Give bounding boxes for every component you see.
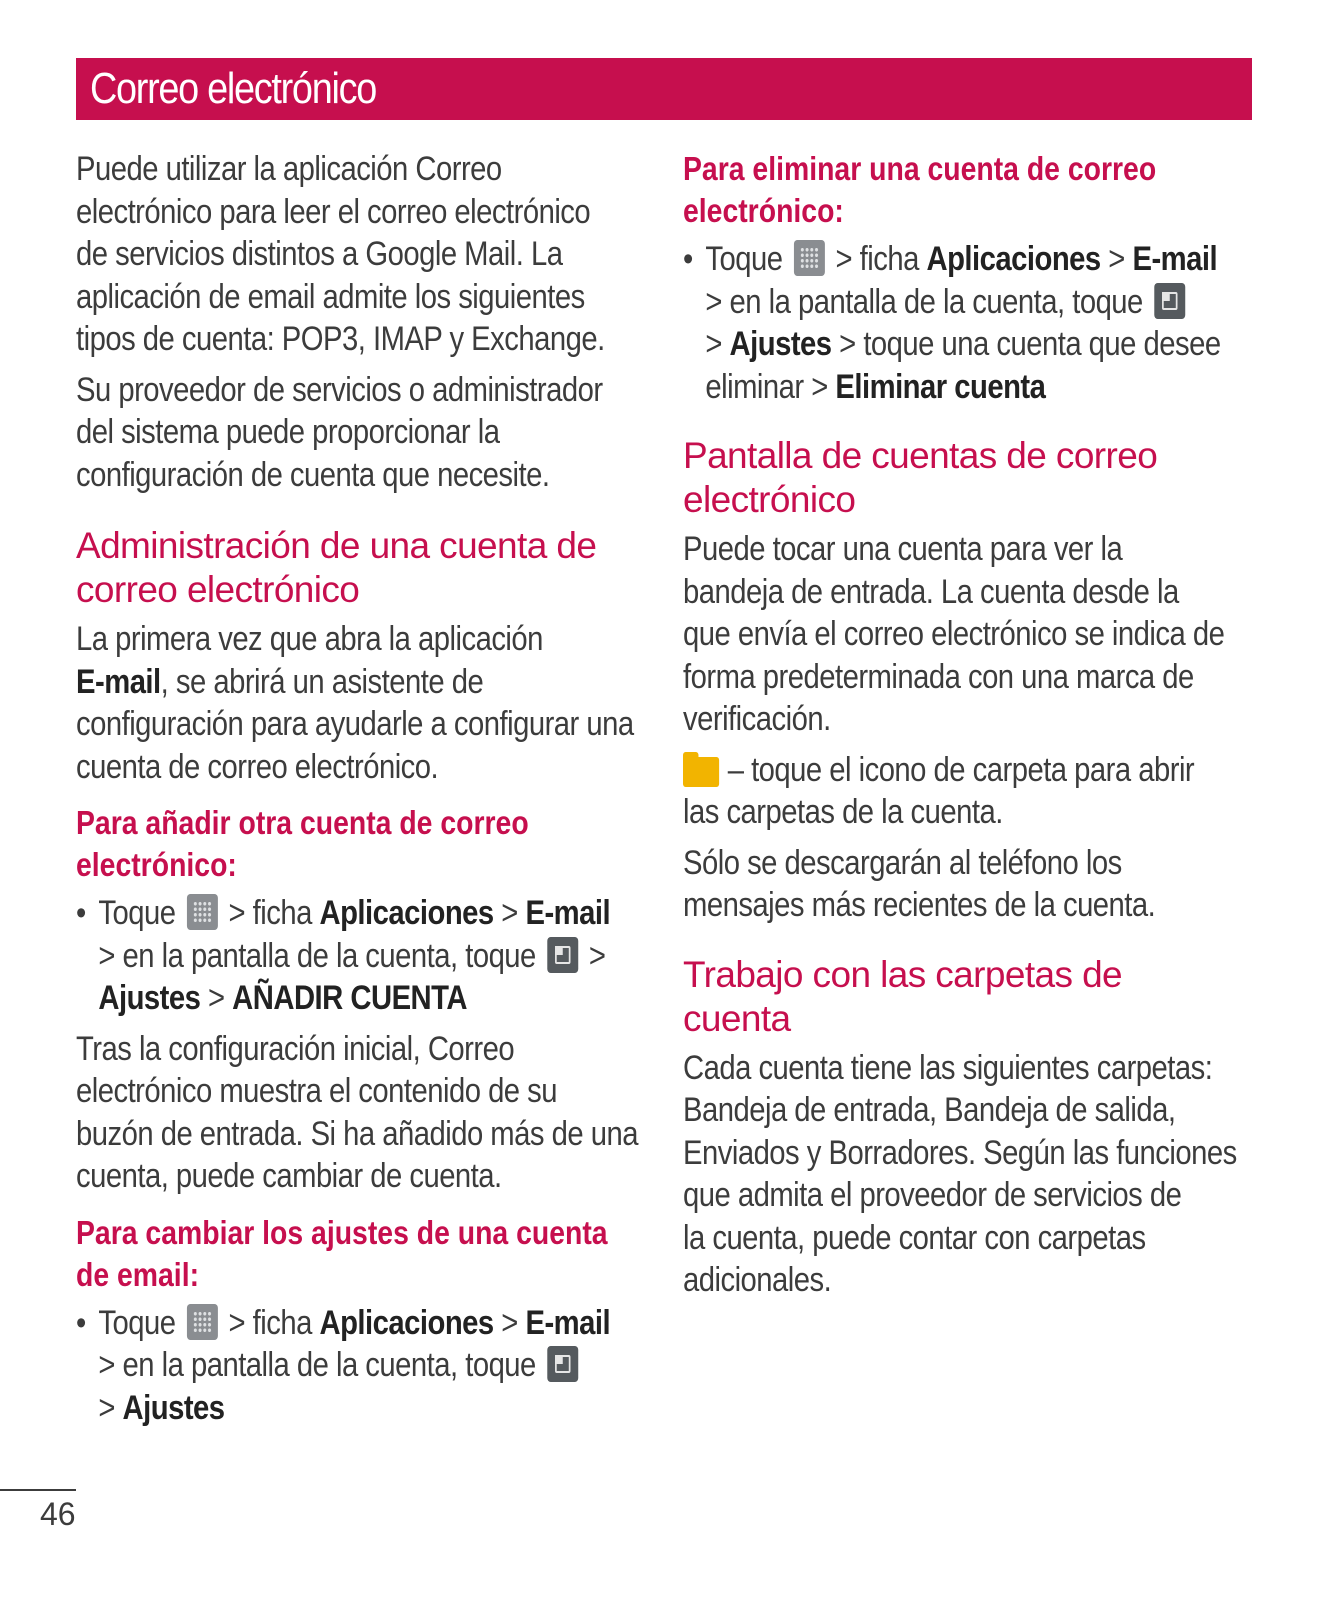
admin-heading (76, 524, 646, 612)
text-line: configuración de cuenta que necesite. (76, 455, 550, 494)
right-column (683, 148, 1258, 1310)
bullet-dot: • (76, 894, 86, 932)
folder-icon (683, 757, 719, 787)
text-line: tipos de cuenta: POP3, IMAP y Exchange. (76, 320, 605, 358)
email-app-name: E-mail (76, 662, 161, 701)
text-line: forma predeterminada con una marca de (683, 657, 1194, 696)
menu-icon (547, 1346, 578, 1382)
text-line: cuenta de correo electrónico. (76, 747, 439, 786)
step-text: > en la pantalla de la cuenta, toque (98, 1346, 544, 1384)
step-text: Toque (98, 1303, 176, 1342)
menu-icon (1154, 283, 1185, 319)
text-line: que envía el correo electrónico se indica de (683, 615, 1225, 653)
text-line: cuenta, puede cambiar de cuenta. (76, 1157, 502, 1195)
heading-line: Para eliminar una cuenta de correo (683, 150, 1157, 187)
accounts-paragraph (683, 528, 1257, 741)
text-line: bandeja de entrada. La cuenta desde la (683, 572, 1179, 611)
settings-label: Ajustes (122, 1388, 225, 1427)
step-text: > (98, 1388, 123, 1427)
text-line: de servicios distintos a Google Mail. La (76, 235, 563, 273)
text-line: configuración para ayudarle a configurar una (76, 705, 634, 743)
delete-account-label: Eliminar cuenta (835, 367, 1046, 406)
step-text: > (493, 894, 526, 932)
add-account-step (76, 892, 667, 1020)
step-text: > (493, 1303, 526, 1342)
applications-tab-label: Aplicaciones (926, 240, 1101, 278)
text-line: – toque el icono de carpeta para abrir (727, 750, 1195, 789)
bullet-dot: • (76, 1303, 86, 1342)
step-text: > ficha (827, 240, 927, 278)
text-line: La primera vez que abra la aplicación (76, 620, 543, 658)
settings-label: Ajustes (729, 325, 832, 363)
heading-line: Administración de una cuenta de (76, 525, 597, 566)
intro-paragraph (76, 148, 645, 361)
add-account-label: AÑADIR CUENTA (232, 979, 467, 1017)
applications-tab-label: Aplicaciones (319, 894, 494, 932)
admin-paragraph (76, 618, 645, 788)
text-line: que admita el proveedor de servicios de (683, 1176, 1182, 1214)
left-column (76, 148, 646, 1437)
heading-line: electrónico: (683, 192, 844, 229)
applications-tab-label: Aplicaciones (319, 1303, 494, 1342)
text-line: Sólo se descargarán al teléfono los (683, 843, 1122, 882)
footer-divider (0, 1489, 76, 1491)
heading-line: de email: (76, 1255, 200, 1293)
step-text: > ficha (220, 1303, 320, 1342)
text-line: las carpetas de la cuenta. (683, 793, 1003, 831)
heading-line: correo electrónico (76, 569, 360, 610)
text-line: Bandeja de entrada, Bandeja de salida, (683, 1091, 1176, 1129)
text-line: del sistema puede proporcionar la (76, 413, 500, 451)
folder-icon-paragraph (683, 749, 1257, 834)
step-text: eliminar > (705, 367, 836, 406)
settings-label: Ajustes (98, 979, 201, 1017)
text-line: electrónico para leer el correo electrónico (76, 192, 591, 231)
change-settings-step (76, 1302, 667, 1430)
text-line: Puede utilizar la aplicación Correo (76, 150, 502, 188)
text-line: aplicación de email admite los siguientes (76, 277, 585, 316)
text-line: Su proveedor de servicios o administrador (76, 370, 603, 409)
apps-grid-icon (794, 240, 825, 276)
folders-paragraph (683, 1047, 1257, 1302)
step-text: > (200, 979, 233, 1017)
after-setup-paragraph (76, 1028, 645, 1198)
text-line: Cada cuenta tiene las siguientes carpetas: (683, 1048, 1213, 1087)
step-text: > en la pantalla de la cuenta, toque (705, 282, 1151, 321)
step-text: > toque una cuenta que desee (831, 325, 1221, 363)
text-line: verificación. (683, 700, 831, 738)
heading-line: Para añadir otra cuenta de correo (76, 804, 529, 841)
delete-account-heading (683, 148, 1257, 232)
heading-line: electrónico: (76, 846, 237, 883)
text-line: , se abrirá un asistente de (160, 662, 484, 701)
heading-line: cuenta (683, 997, 791, 1039)
step-text: Toque (98, 894, 176, 932)
section-header-bar (76, 58, 1252, 120)
accounts-screen-heading (683, 434, 1258, 522)
step-text: Toque (705, 240, 783, 278)
provider-paragraph (76, 369, 645, 497)
text-line: la cuenta, puede contar con carpetas (683, 1218, 1146, 1257)
heading-line: Para cambiar los ajustes de una cuenta (76, 1213, 608, 1251)
heading-line: electrónico (683, 479, 856, 520)
folders-heading (683, 953, 1258, 1041)
text-line: adicionales. (683, 1261, 832, 1299)
bullet-dot: • (683, 240, 693, 278)
heading-line: Trabajo con las carpetas de (683, 953, 1123, 995)
email-app-label: E-mail (525, 1303, 611, 1342)
delete-account-step (683, 238, 1279, 408)
change-settings-heading (76, 1212, 645, 1296)
text-line: Puede tocar una cuenta para ver la (683, 530, 1123, 568)
step-text: > (705, 325, 730, 363)
step-text: > (1100, 240, 1133, 278)
text-line: electrónico muestra el contenido de su (76, 1072, 558, 1110)
page-number: 46 (40, 1496, 76, 1532)
page-title: Correo electrónico (90, 64, 376, 113)
text-line: Tras la configuración inicial, Correo (76, 1029, 515, 1068)
text-line: Enviados y Borradores. Según las funciones (683, 1133, 1237, 1172)
add-account-heading (76, 802, 645, 886)
step-text: > (581, 936, 606, 975)
apps-grid-icon (187, 1304, 218, 1340)
email-app-label: E-mail (525, 894, 611, 932)
text-line: mensajes más recientes de la cuenta. (683, 886, 1156, 924)
apps-grid-icon (187, 894, 218, 930)
email-app-label: E-mail (1132, 240, 1218, 278)
recent-messages-paragraph (683, 842, 1257, 927)
step-text: > ficha (220, 894, 320, 932)
heading-line: Pantalla de cuentas de correo (683, 435, 1158, 476)
menu-icon (547, 937, 578, 973)
step-text: > en la pantalla de la cuenta, toque (98, 936, 544, 975)
text-line: buzón de entrada. Si ha añadido más de una (76, 1114, 638, 1153)
